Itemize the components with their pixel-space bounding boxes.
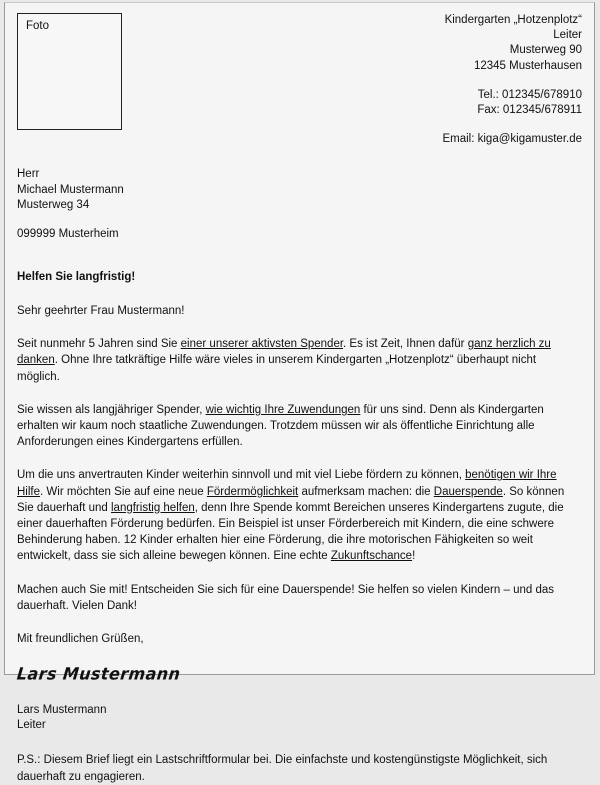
signature-row: [17, 647, 582, 685]
sender-organization: Kindergarten „Hotzenplotz“: [444, 14, 582, 26]
body-paragraph-2: [17, 402, 582, 451]
handwritten-signature: Lars Mustermann: [15, 663, 182, 684]
photo-placeholder-label: Foto: [26, 20, 50, 32]
letterhead: [17, 11, 582, 147]
p3-underline-1: benötigen wir Ihre Hilfe: [17, 469, 557, 498]
p3-segment-2: . Wir möchten Sie auf eine neue: [40, 485, 207, 498]
p1-segment-2: . Es ist Zeit, Ihnen dafür: [343, 338, 468, 351]
recipient-name: Michael Mustermann: [17, 183, 124, 196]
p1-segment-3: . Ohne Ihre tatkräftige Hilfe wäre vieles in unserem Kindergarten „Hotzenplotz“ überhaupt nicht möglich.: [17, 354, 537, 383]
sender-email: Email: kiga@kigamuster.de: [442, 133, 582, 146]
recipient-street: Musterweg 34: [17, 198, 90, 211]
signer-name: Lars Mustermann: [17, 704, 107, 717]
p1-underline-2: ganz herzlich zu danken: [17, 338, 551, 367]
closing-line: Mit freundlichen Grüßen,: [17, 633, 144, 646]
postscript: P.S.: Diesem Brief liegt ein Lastschriftformular bei. Die einfachste und kostengünstigste Möglichkeit, sich dauerhaft zu engagieren.: [17, 754, 548, 783]
sender-role: Leiter: [553, 29, 582, 42]
body-paragraph-4: Machen auch Sie mit! Entscheiden Sie sich für eine Dauerspende! Sie helfen so vielen Kindern – und das dauerhaft. Vielen Dank!: [17, 583, 554, 612]
recipient-salutation: Herr: [17, 168, 40, 181]
p3-segment-6: !: [412, 550, 416, 563]
subject-line: Helfen Sie langfristig!: [17, 271, 136, 284]
p3-underline-5: Zukunftschance: [330, 550, 413, 563]
recipient-address-block: [17, 167, 582, 242]
body-paragraph-1: [17, 336, 582, 385]
p2-underline-1: wie wichtig Ihre Zuwendungen: [205, 403, 361, 416]
signer-block: [17, 703, 582, 733]
p3-segment-3: aufmerksam machen: die: [298, 485, 434, 498]
sender-fax: Fax: 012345/678911: [477, 104, 582, 117]
p3-segment-4: . So können Sie dauerhaft und: [17, 485, 565, 514]
p1-segment-1: Seit nunmehr 5 Jahren sind Sie: [17, 338, 181, 351]
recipient-city: 099999 Musterheim: [17, 228, 119, 241]
sender-city: 12345 Musterhausen: [473, 59, 582, 72]
letter-salutation: Sehr geehrter Frau Mustermann!: [17, 305, 185, 318]
p2-segment-2: für uns sind. Denn als Kindergarten erhalten wir kaum noch staatliche Zuwendungen. Trotzdem müssen wir als öffentliche Einrichtung alle Anforderungen eines Kindergartens erfüllen.: [17, 403, 544, 449]
body-paragraph-3: [17, 467, 582, 564]
p3-underline-2: Fördermöglichkeit: [206, 485, 299, 498]
sender-phone: Tel.: 012345/678910: [477, 88, 582, 101]
p3-underline-4: langfristig helfen: [111, 501, 195, 514]
p3-segment-5: , denn Ihre Spende kommt Bereichen unseres Kindergartens zugute, die einer dauerhaften Förderung bedürfen. Ein Beispiel ist unser Förderbereich mit Kindern, die eine schwere Behinderung haben. 12 Kinder erhalten hier eine Förderung, die ihre motorischen Fähigkeiten so weit entwickelt, dass sie sich alleine bewegen können. Eine echte: [17, 501, 564, 563]
p1-underline-1: einer unserer aktivsten Spender: [180, 338, 344, 351]
letter-page: [4, 2, 595, 783]
photo-placeholder-box: [17, 13, 122, 130]
sender-street: Musterweg 90: [509, 44, 582, 57]
p3-underline-3: Dauerspende: [433, 485, 503, 498]
p2-segment-1: Sie wissen als langjähriger Spender,: [17, 403, 206, 416]
signer-role: Leiter: [17, 719, 46, 732]
p3-segment-1: Um die uns anvertrauten Kinder weiterhin sinnvoll und mit viel Liebe fördern zu können,: [17, 469, 466, 482]
